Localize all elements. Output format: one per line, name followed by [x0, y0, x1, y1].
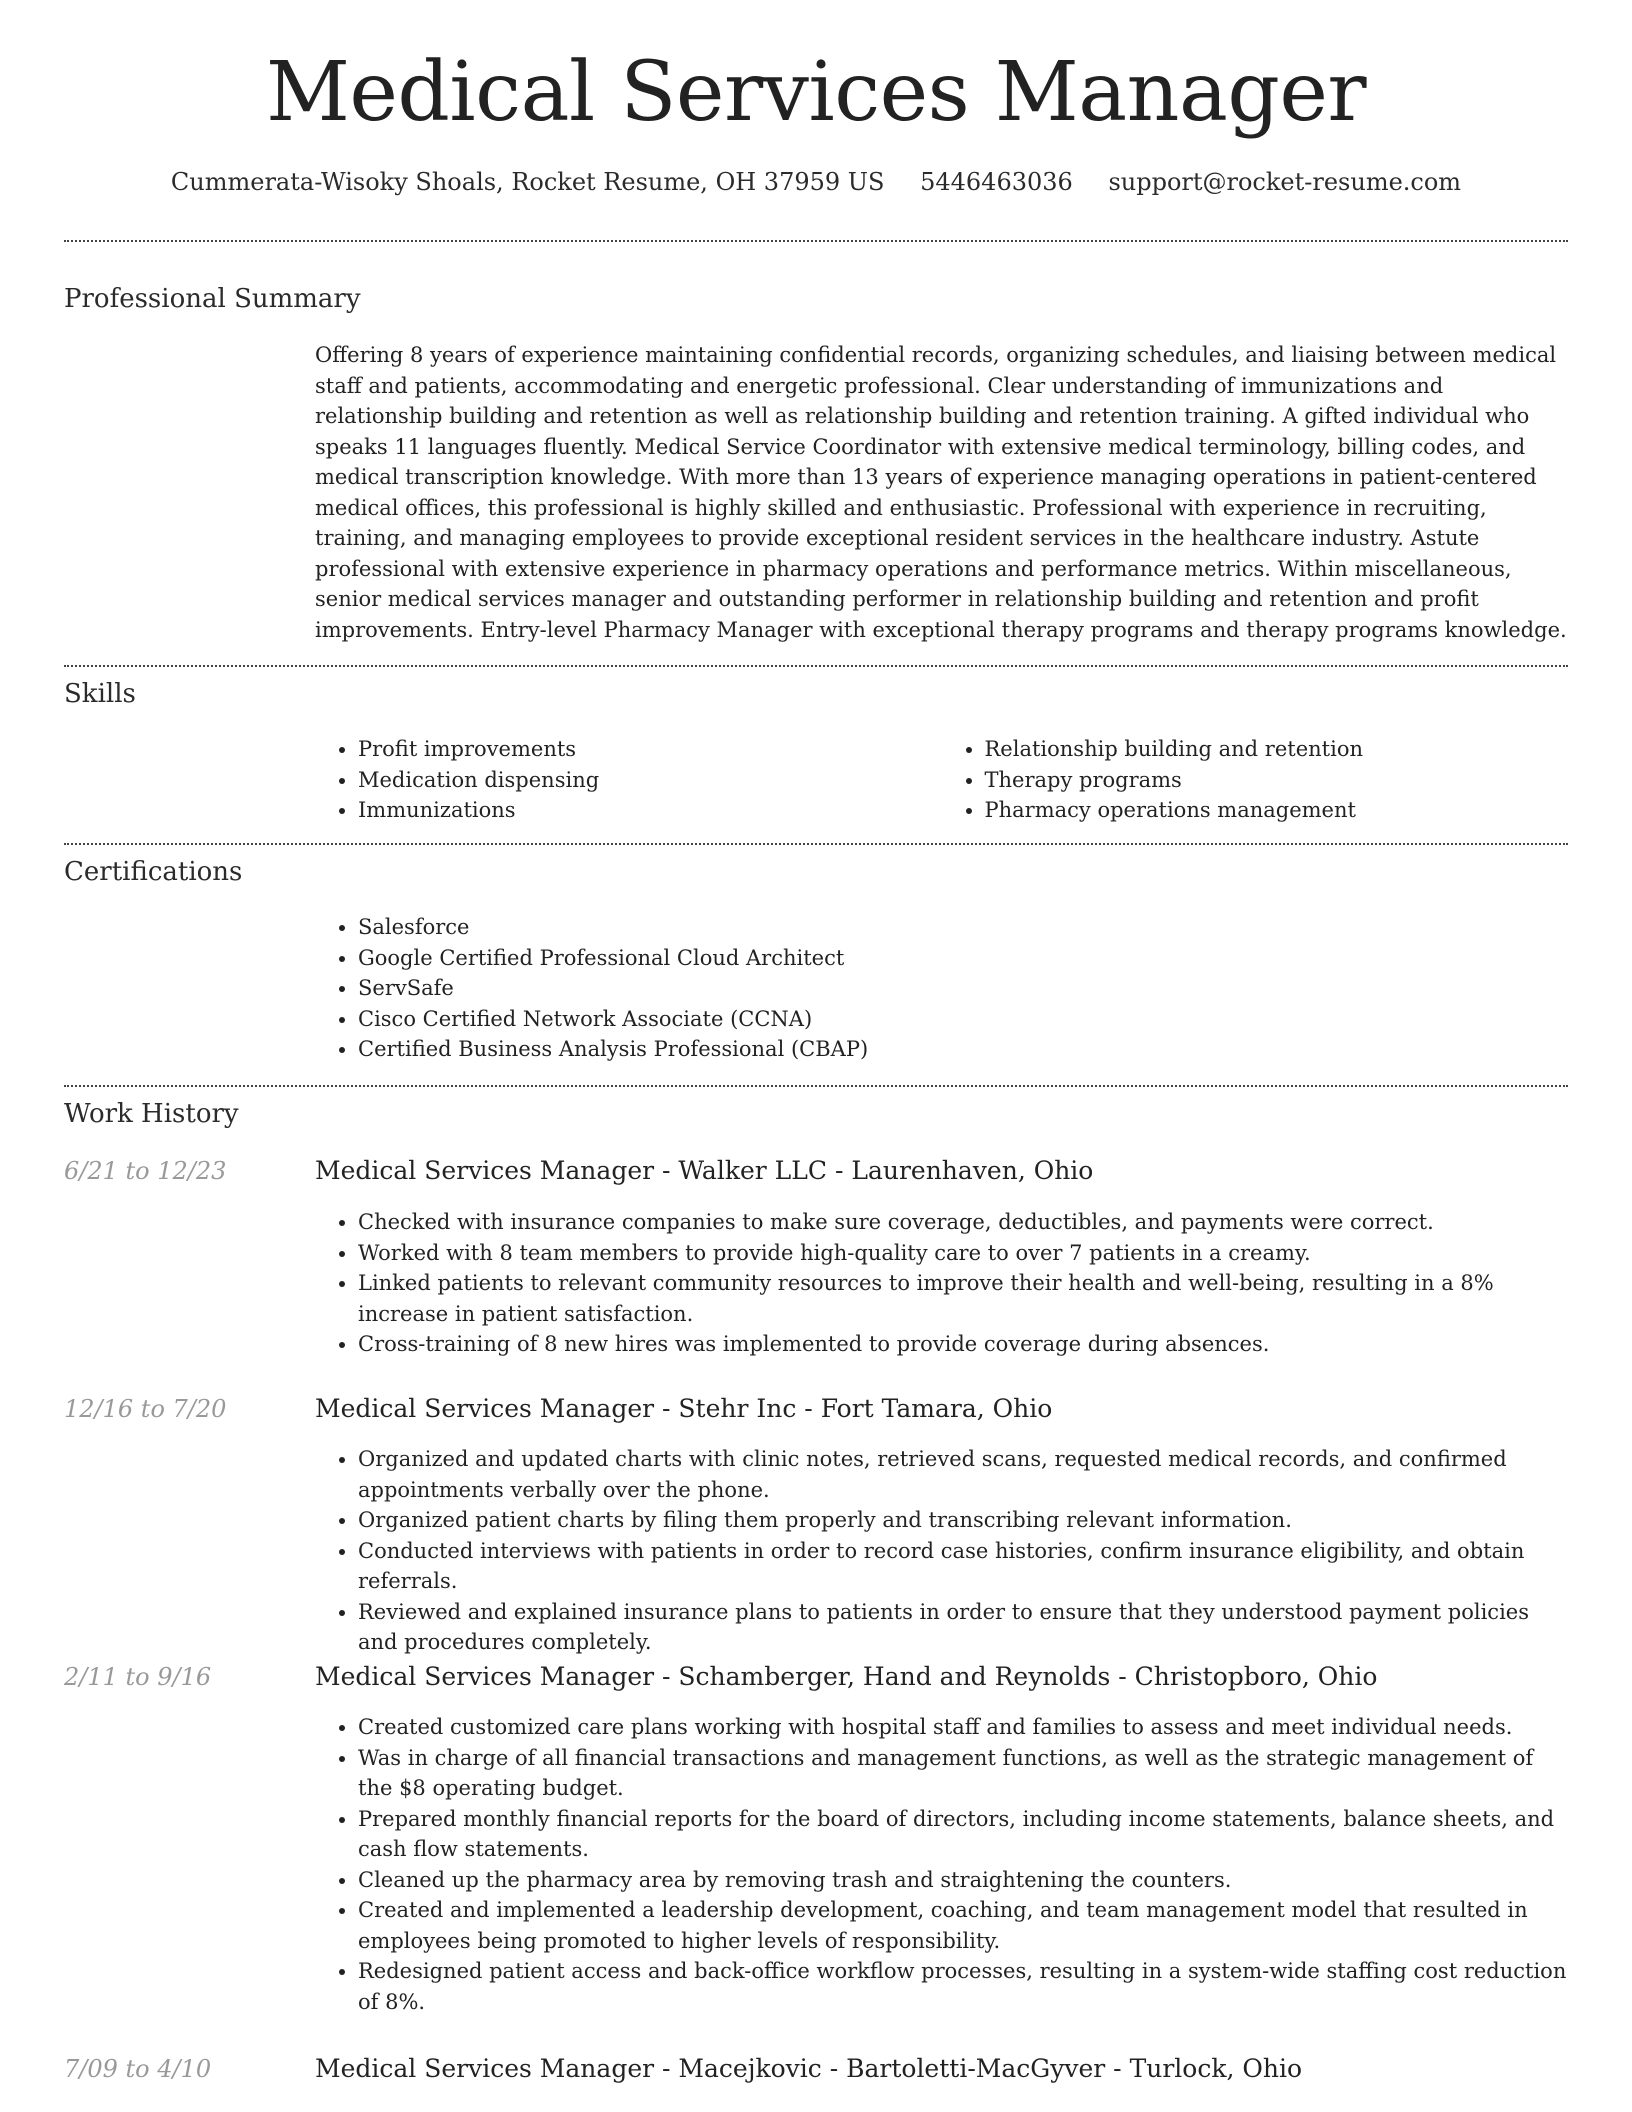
candidate-name: Medical Services Manager [265, 45, 1367, 140]
job-bullet: • Organized patient charts by filing them properly and transcribing relevant information. [358, 1505, 1568, 1536]
certification-item: • Google Certified Professional Cloud Architect [358, 943, 1568, 974]
job-bullet: • Cross-training of 8 new hires was implemented to provide coverage during absences. [358, 1329, 1568, 1360]
certifications-list [315, 912, 1568, 1065]
job-date: 7/09 to 4/10 [64, 2055, 212, 2083]
skill-item: • Immunizations [358, 795, 942, 826]
divider [64, 665, 1568, 667]
skill-item: • Pharmacy operations management [985, 795, 1569, 826]
section-title-skills: Skills [64, 679, 136, 709]
job-bullet: • Prepared monthly financial reports for the board of directors, including income statements, balance sheets, and cash flow statements. [358, 1804, 1568, 1865]
divider [64, 1085, 1568, 1087]
skill-item: • Profit improvements [358, 734, 942, 765]
divider [64, 240, 1568, 242]
job-date: 6/21 to 12/23 [64, 1157, 227, 1185]
certification-item: • ServSafe [358, 973, 1568, 1004]
job-bullet: • Linked patients to relevant community resources to improve their health and well-being, resulting in a 8% increase in patient satisfaction. [358, 1268, 1568, 1329]
contact-address: Cummerata-Wisoky Shoals, Rocket Resume, OH 37959 US [170, 168, 885, 196]
job-bullet: • Was in charge of all financial transactions and management functions, as well as the strategic management of the $8 operating budget. [358, 1743, 1568, 1804]
certification-item: • Cisco Certified Network Associate (CCNA) [358, 1004, 1568, 1035]
job-title: Medical Services Manager - Schamberger, Hand and Reynolds - Christopboro, Ohio [315, 1662, 1378, 1691]
divider [64, 843, 1568, 845]
summary-text: Offering 8 years of experience maintaining confidential records, organizing schedules, and liaising between medical staff and patients, accommodating and energetic professional. Clear understanding of immunizations and relationship building and retention as well as relationship building and retention training. A gifted individual who speaks 11 languages fluently. Medical Service Coordinator with extensive medical terminology, billing codes, and medical transcription knowledge. With more than 13 years of experience managing operations in patient-centered medical offices, this professional is highly skilled and enthusiastic. Professional with experience in recruiting, training, and managing employees to provide exceptional resident services in the healthcare industry. Astute professional with extensive experience in pharmacy operations and performance metrics. Within miscellaneous, senior medical services manager and outstanding performer in relationship building and retention and profit improvements. Entry-level Pharmacy Manager with exceptional therapy programs and therapy programs knowledge. [315, 343, 1567, 642]
contact-phone: 5446463036 [920, 168, 1073, 196]
section-title-work-history: Work History [64, 1099, 239, 1129]
section-title-summary: Professional Summary [64, 284, 361, 314]
skills-column-right [942, 734, 1569, 826]
job-bullet: • Checked with insurance companies to make sure coverage, deductibles, and payments were correct. [358, 1207, 1568, 1238]
job-bullets [315, 1712, 1568, 2017]
job-title: Medical Services Manager - Macejkovic - Bartoletti-MacGyver - Turlock, Ohio [315, 2054, 1303, 2083]
job-bullets [315, 1207, 1568, 1360]
job-bullet: • Organized and updated charts with clinic notes, retrieved scans, requested medical records, and confirmed appointments verbally over the phone. [358, 1444, 1568, 1505]
job-bullet: • Cleaned up the pharmacy area by removing trash and straightening the counters. [358, 1865, 1568, 1896]
job-bullet: • Created customized care plans working with hospital staff and families to assess and meet individual needs. [358, 1712, 1568, 1743]
job-title: Medical Services Manager - Walker LLC - Laurenhaven, Ohio [315, 1156, 1094, 1185]
certification-item: • Salesforce [358, 912, 1568, 943]
contact-line [0, 168, 1632, 196]
skills-list [315, 734, 1568, 826]
job-bullets [315, 1444, 1568, 1658]
skills-column-left [315, 734, 942, 826]
skill-item: • Therapy programs [985, 765, 1569, 796]
job-date: 2/11 to 9/16 [64, 1663, 212, 1691]
section-title-certifications: Certifications [64, 857, 243, 887]
job-bullet: • Redesigned patient access and back-office workflow processes, resulting in a system-wide staffing cost reduction of 8%. [358, 1956, 1568, 2017]
job-bullet: • Worked with 8 team members to provide high-quality care to over 7 patients in a creamy. [358, 1238, 1568, 1269]
skill-item: • Relationship building and retention [985, 734, 1569, 765]
job-bullet: • Reviewed and explained insurance plans to patients in order to ensure that they understood payment policies and procedures completely. [358, 1597, 1568, 1658]
job-title: Medical Services Manager - Stehr Inc - Fort Tamara, Ohio [315, 1394, 1053, 1423]
certification-item: • Certified Business Analysis Professional (CBAP) [358, 1034, 1568, 1065]
job-date: 12/16 to 7/20 [64, 1395, 227, 1423]
contact-email: support@rocket-resume.com [1108, 168, 1462, 196]
job-bullet: • Conducted interviews with patients in order to record case histories, confirm insurance eligibility, and obtain referrals. [358, 1536, 1568, 1597]
skill-item: • Medication dispensing [358, 765, 942, 796]
job-bullet: • Created and implemented a leadership development, coaching, and team management model that resulted in employees being promoted to higher levels of responsibility. [358, 1895, 1568, 1956]
